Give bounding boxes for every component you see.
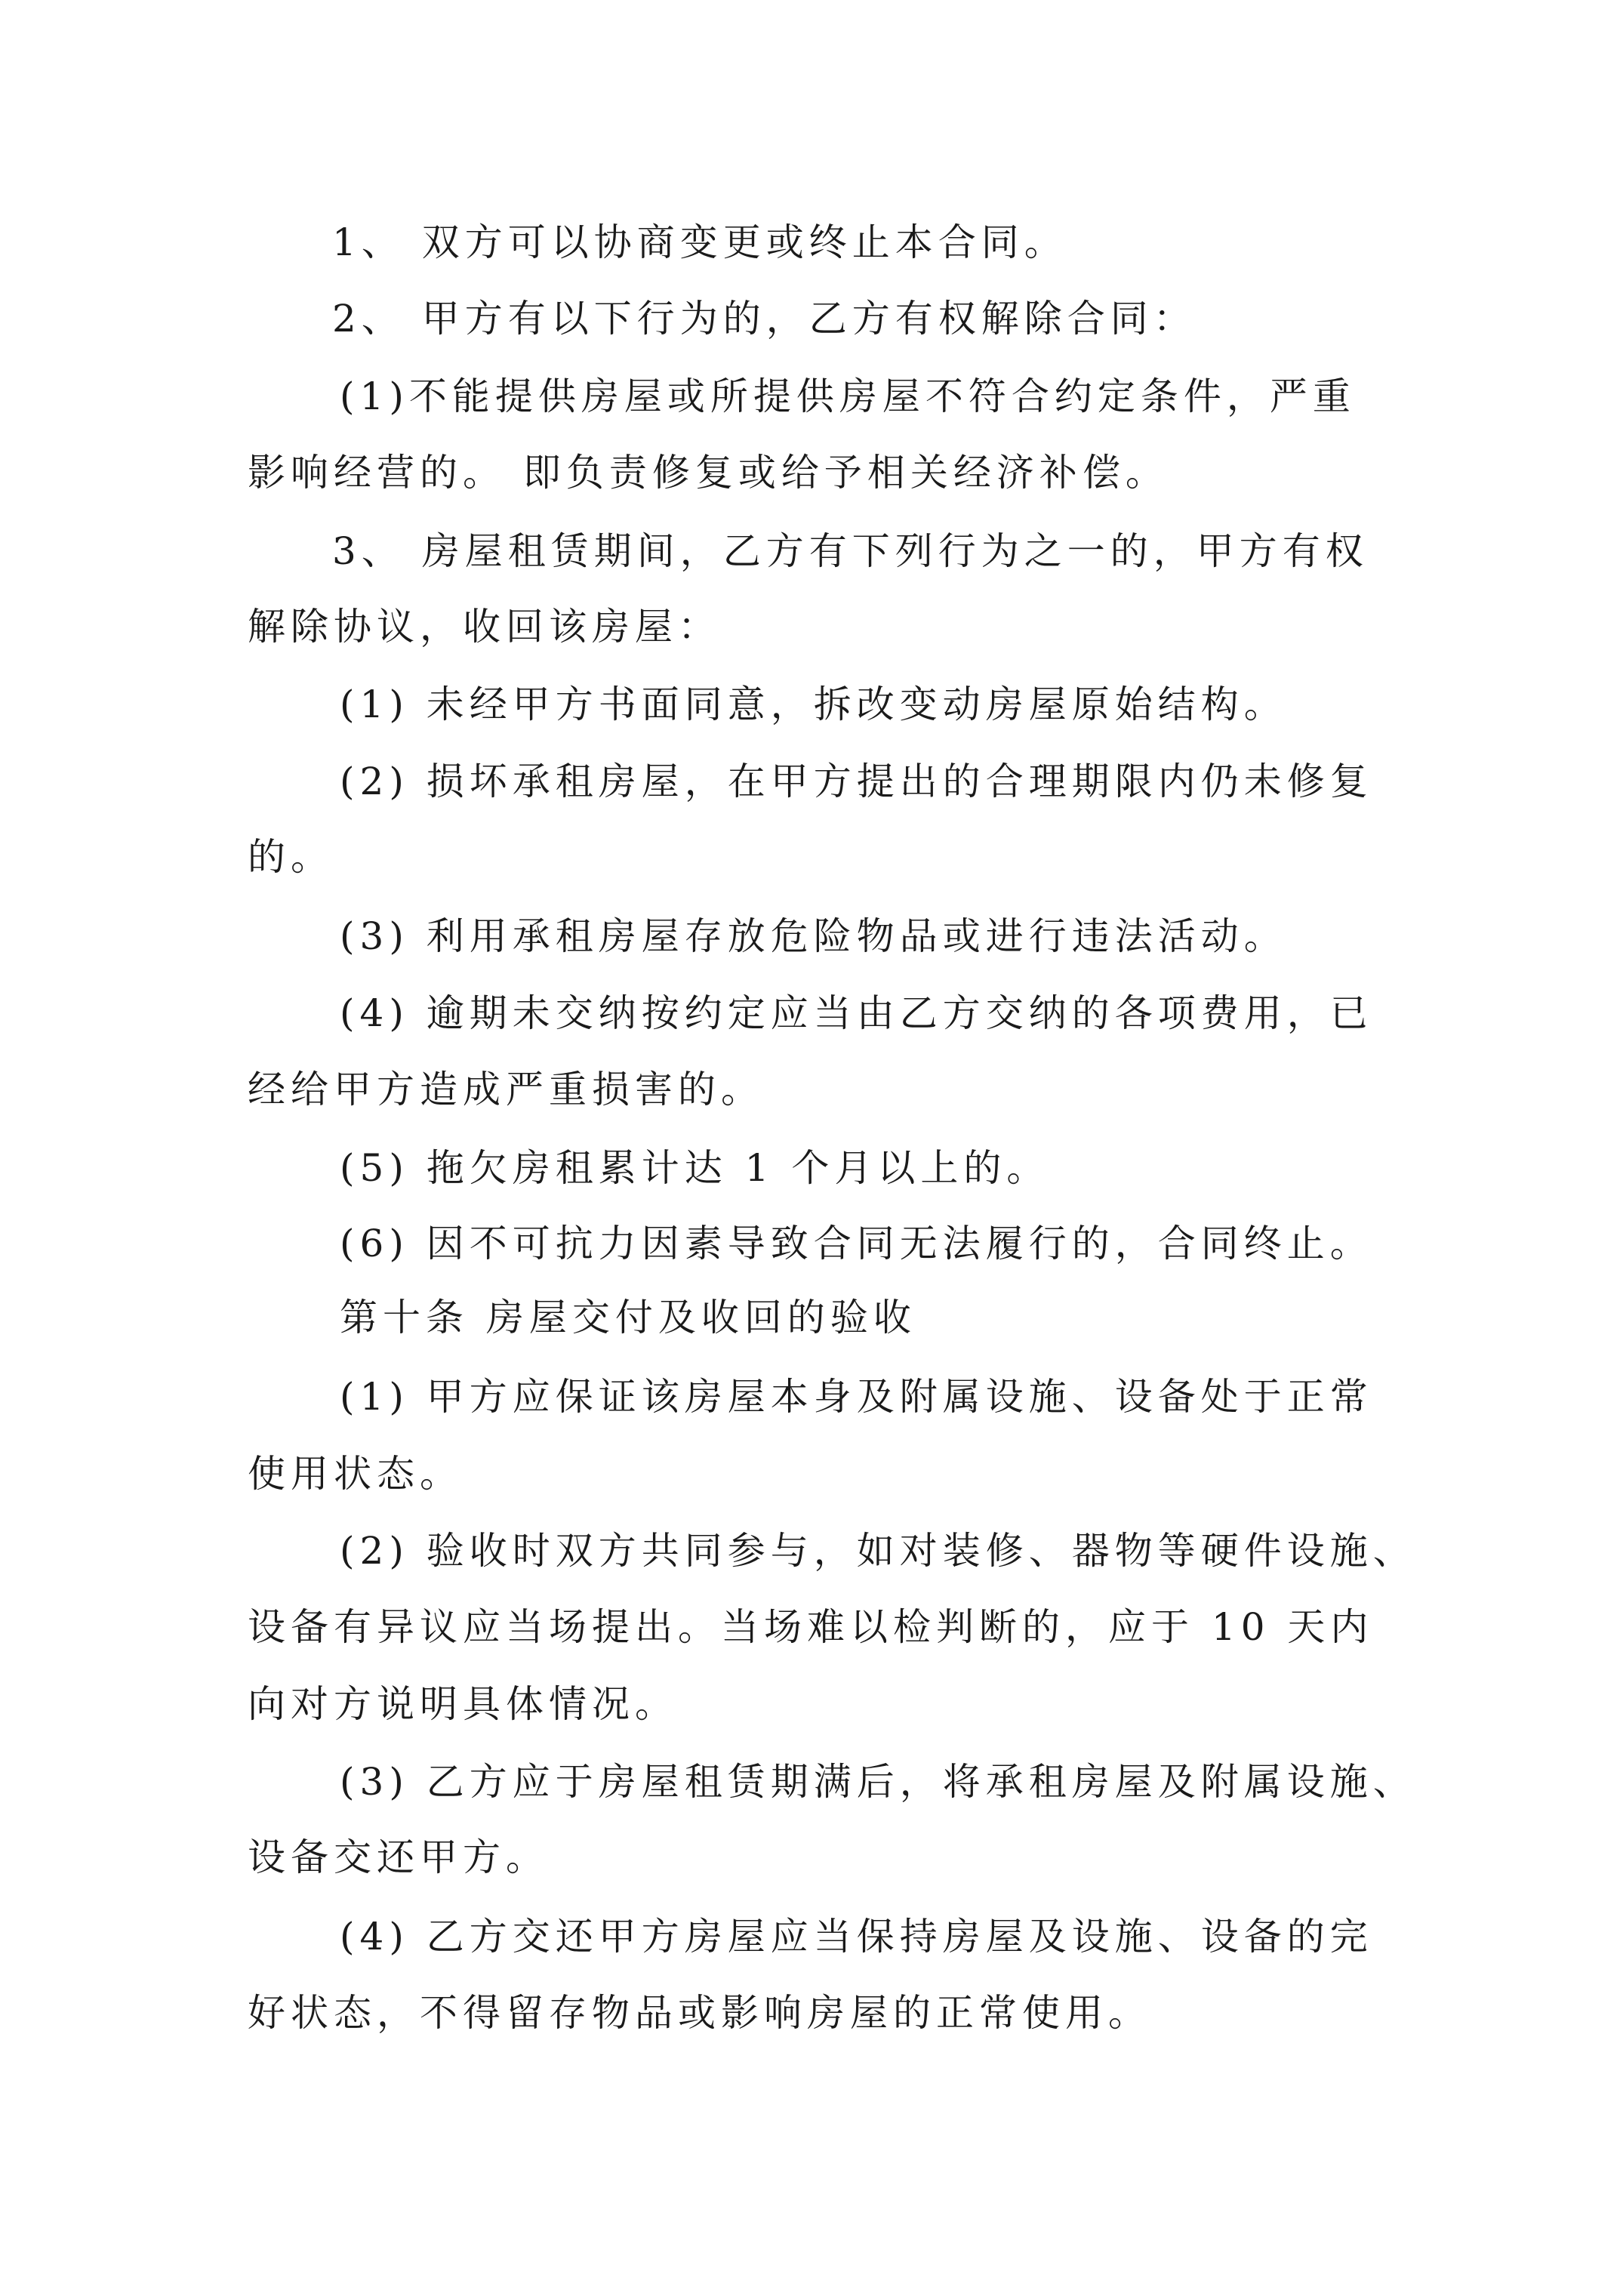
clause-1-line: 1、 双方可以协商变更或终止本合同。: [332, 220, 1067, 264]
clause-3-item-2-line-1: (2) 损坏承租房屋，在甲方提出的合理期限内仍未修复: [340, 760, 1373, 803]
clause-3-item-4-line-1: (4) 逾期未交纳按约定应当由乙方交纳的各项费用，已: [340, 991, 1373, 1035]
clause-3-line-1: 3、 房屋租赁期间，乙方有下列行为之一的，甲方有权: [332, 529, 1369, 573]
clause-3-item-3-line: (3) 利用承租房屋存放危险物品或进行违法活动。: [340, 914, 1287, 958]
article-10-item-4-line-2: 好状态，不得留存物品或影响房屋的正常使用。: [248, 1991, 1151, 2035]
clause-3-item-2-line-2: 的。: [248, 835, 334, 879]
clause-3-item-6-line: (6) 因不可抗力因素导致合同无法履行的，合同终止。: [340, 1222, 1373, 1265]
clause-2-item-1-line-2: 影响经营的。 即负责修复或给予相关经济补偿。: [248, 451, 1169, 495]
article-10-item-2-line-2: 设备有异议应当场提出。当场难以检判断的，应于 10 天内: [248, 1605, 1374, 1649]
article-10-item-4-line-1: (4) 乙方交还甲方房屋应当保持房屋及设施、设备的完: [340, 1915, 1373, 1959]
clause-3-item-1-line: (1) 未经甲方书面同意，拆改变动房屋原始结构。: [340, 683, 1287, 726]
clause-2-line: 2、 甲方有以下行为的，乙方有权解除合同：: [332, 297, 1196, 341]
article-10-item-3-line-2: 设备交还甲方。: [248, 1835, 549, 1879]
article-10-item-1-line-1: (1) 甲方应保证该房屋本身及附属设施、设备处于正常: [340, 1375, 1373, 1419]
article-10-item-2-line-3: 向对方说明具体情况。: [248, 1682, 678, 1726]
article-10-item-1-line-2: 使用状态。: [248, 1452, 463, 1496]
clause-2-item-1-line-1: (1)不能提供房屋或所提供房屋不符合约定条件，严重: [340, 374, 1356, 418]
article-10-heading: 第十条 房屋交付及收回的验收: [340, 1296, 916, 1339]
clause-3-line-2: 解除协议，收回该房屋：: [248, 605, 721, 649]
article-10-item-2-line-1: (2) 验收时双方共同参与，如对装修、器物等硬件设施、: [340, 1529, 1416, 1573]
clause-3-item-4-line-2: 经给甲方造成严重损害的。: [248, 1068, 764, 1111]
clause-3-item-5-line: (5) 拖欠房租累计达 1 个月以上的。: [340, 1146, 1050, 1190]
article-10-item-3-line-1: (3) 乙方应于房屋租赁期满后，将承租房屋及附属设施、: [340, 1760, 1416, 1804]
